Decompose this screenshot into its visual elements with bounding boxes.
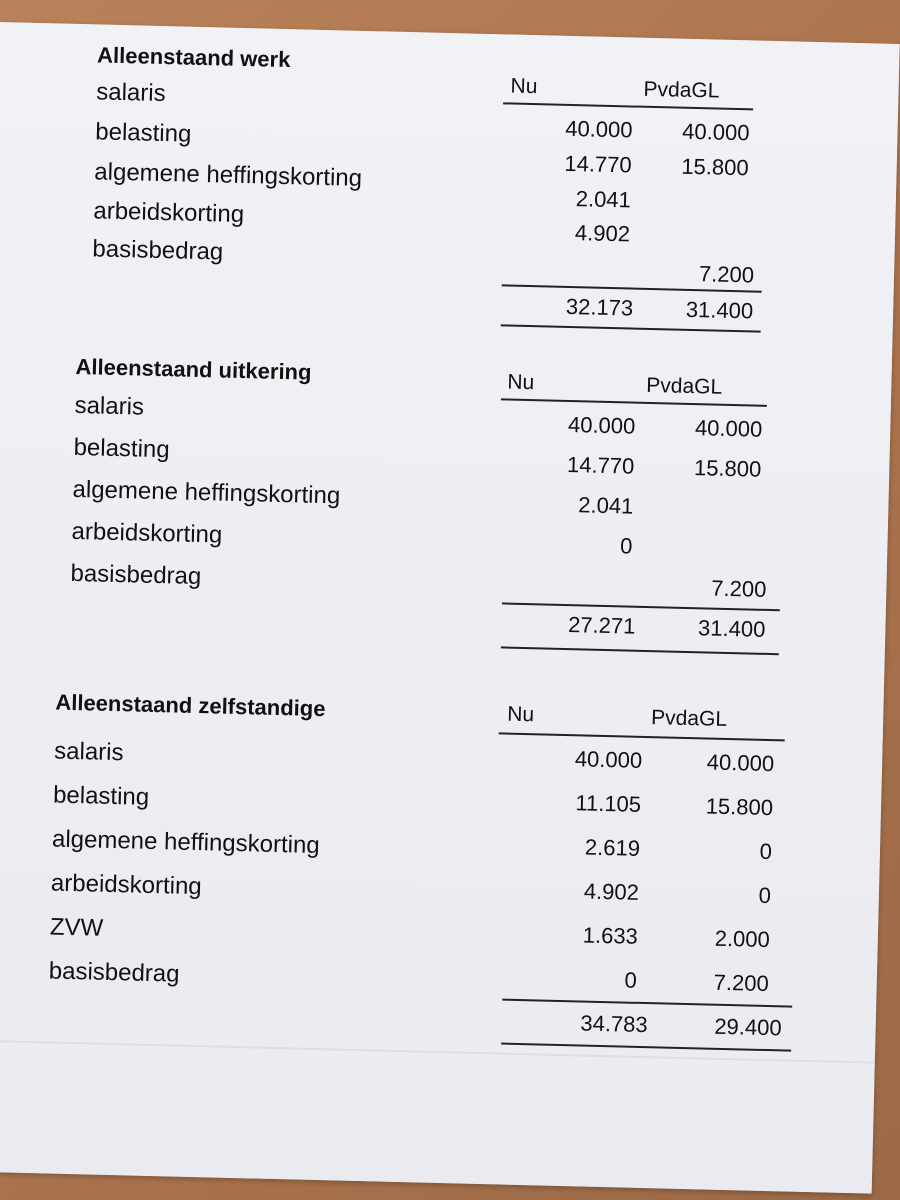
value-nu: 4.902 [574, 220, 631, 247]
row-label: ZVW [49, 913, 104, 942]
value-pvdagl: 7.200 [711, 575, 767, 602]
header-rule [501, 398, 767, 406]
value-nu: 14.770 [566, 451, 635, 479]
section-title: Alleenstaand uitkering [75, 353, 312, 385]
row-label: basisbedrag [92, 235, 224, 266]
value-nu: 40.000 [567, 412, 636, 439]
section-alleenstaand-werk [0, 40, 899, 324]
value-nu: 2.619 [584, 834, 641, 861]
value-nu: 1.633 [582, 922, 639, 949]
row-label: basisbedrag [48, 957, 180, 988]
value-nu: 14.770 [564, 150, 633, 178]
row-label: salaris [95, 78, 166, 108]
row-label: basisbedrag [70, 559, 202, 591]
row-label: algemene heffingskorting [94, 158, 363, 192]
value-nu: 11.105 [575, 790, 642, 817]
section-title: Alleenstaand zelfstandige [55, 689, 326, 722]
sum-rule [502, 602, 780, 611]
row-label: salaris [53, 737, 124, 767]
row-label: belasting [73, 433, 171, 464]
value-pvdagl: 15.800 [681, 153, 749, 181]
value-nu: 2.041 [578, 492, 634, 519]
value-pvdagl: 0 [758, 882, 772, 909]
row-label: salaris [74, 391, 145, 421]
section-title: Alleenstaand werk [96, 42, 291, 73]
value-nu: 0 [624, 967, 638, 993]
value-pvdagl: 40.000 [694, 415, 763, 442]
value-nu: 40.000 [574, 746, 643, 773]
column-header-nu: Nu [506, 702, 535, 727]
row-label: algemene heffingskorting [51, 825, 321, 860]
value-pvdagl: 7.200 [698, 261, 755, 288]
total-pvdagl: 31.400 [697, 615, 766, 642]
value-pvdagl: 2.000 [714, 925, 771, 953]
value-pvdagl: 15.800 [705, 793, 774, 821]
row-label: arbeidskorting [50, 869, 203, 901]
total-nu: 34.783 [580, 1010, 649, 1038]
total-nu: 27.271 [567, 612, 636, 639]
value-nu: 40.000 [564, 115, 633, 143]
row-label: belasting [95, 118, 192, 148]
sum-rule [502, 999, 792, 1008]
row-label: algemene heffingskorting [72, 475, 341, 510]
header-rule [499, 732, 785, 741]
column-header-pvdagl: PvdaGL [646, 373, 723, 399]
total-rule [501, 1043, 791, 1052]
column-header-pvdagl: PvdaGL [643, 77, 720, 103]
row-label: arbeidskorting [93, 197, 245, 229]
total-rule [501, 646, 779, 655]
total-pvdagl: 31.400 [685, 296, 754, 324]
section-alleenstaand-zelfstandige [0, 688, 883, 1041]
total-nu: 32.173 [565, 293, 634, 321]
value-pvdagl: 40.000 [706, 749, 775, 777]
row-label: arbeidskorting [71, 517, 223, 549]
total-rule [501, 324, 761, 332]
value-pvdagl: 0 [759, 838, 773, 865]
value-nu: 4.902 [583, 878, 640, 905]
value-pvdagl: 15.800 [693, 455, 762, 482]
row-label: belasting [52, 781, 150, 811]
section-alleenstaand-uitkering [0, 352, 892, 642]
value-pvdagl: 7.200 [713, 969, 770, 997]
total-pvdagl: 29.400 [714, 1013, 782, 1041]
value-pvdagl: 40.000 [681, 118, 750, 146]
column-header-nu: Nu [510, 74, 538, 99]
paper-sheet [0, 22, 900, 1194]
value-nu: 2.041 [575, 186, 632, 213]
value-nu: 0 [619, 533, 633, 559]
column-header-nu: Nu [507, 370, 535, 395]
column-header-pvdagl: PvdaGL [650, 706, 728, 731]
